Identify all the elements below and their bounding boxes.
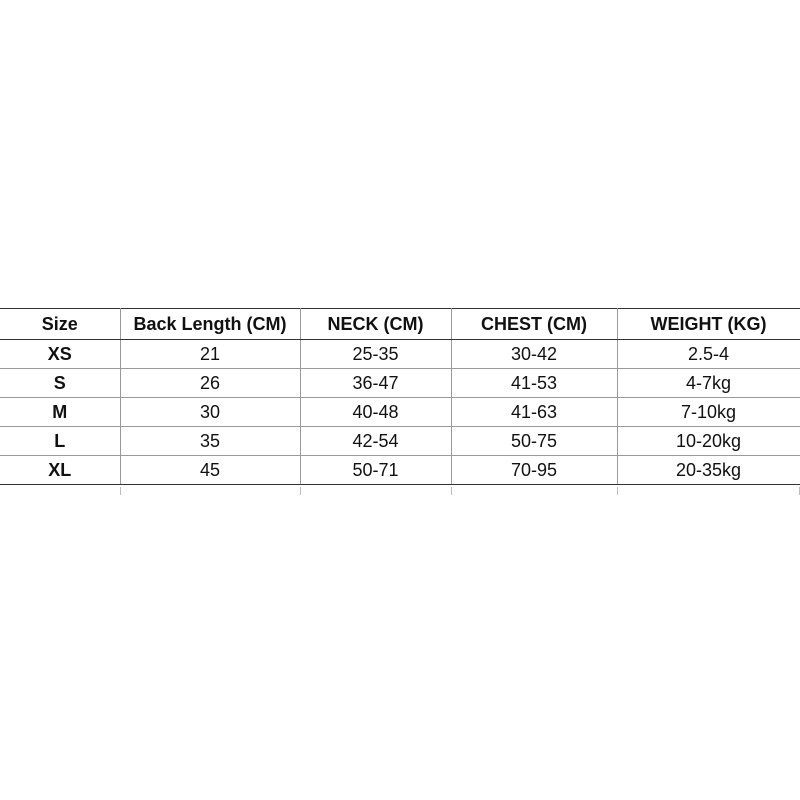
gridline-tail: [617, 487, 618, 495]
chest-cell: 70-95: [451, 456, 617, 485]
chest-cell: 41-53: [451, 369, 617, 398]
neck-cell: 50-71: [300, 456, 451, 485]
size-cell: M: [0, 398, 120, 427]
header-back-length: Back Length (CM): [120, 309, 300, 340]
header-chest: CHEST (CM): [451, 309, 617, 340]
size-cell: XS: [0, 340, 120, 369]
gridline-tail: [120, 487, 121, 495]
size-cell: XL: [0, 456, 120, 485]
neck-cell: 36-47: [300, 369, 451, 398]
table-row: [0, 340, 800, 369]
weight-cell: 4-7kg: [617, 369, 800, 398]
header-neck: NECK (CM): [300, 309, 451, 340]
back-length-cell: 30: [120, 398, 300, 427]
back-length-cell: 21: [120, 340, 300, 369]
neck-cell: 25-35: [300, 340, 451, 369]
table-row: [0, 369, 800, 398]
back-length-cell: 26: [120, 369, 300, 398]
table-row: [0, 398, 800, 427]
header-weight: WEIGHT (KG): [617, 309, 800, 340]
size-cell: L: [0, 427, 120, 456]
weight-cell: 7-10kg: [617, 398, 800, 427]
weight-cell: 20-35kg: [617, 456, 800, 485]
weight-cell: 10-20kg: [617, 427, 800, 456]
header-row: [0, 309, 800, 340]
neck-cell: 40-48: [300, 398, 451, 427]
neck-cell: 42-54: [300, 427, 451, 456]
size-cell: S: [0, 369, 120, 398]
back-length-cell: 45: [120, 456, 300, 485]
table-row: [0, 456, 800, 485]
gridline-tail: [451, 487, 452, 495]
back-length-cell: 35: [120, 427, 300, 456]
chest-cell: 41-63: [451, 398, 617, 427]
chest-cell: 50-75: [451, 427, 617, 456]
size-chart-table: [0, 308, 800, 485]
weight-cell: 2.5-4: [617, 340, 800, 369]
table-row: [0, 427, 800, 456]
gridline-tail: [300, 487, 301, 495]
chest-cell: 30-42: [451, 340, 617, 369]
header-size: Size: [0, 309, 120, 340]
size-table: [0, 308, 800, 485]
